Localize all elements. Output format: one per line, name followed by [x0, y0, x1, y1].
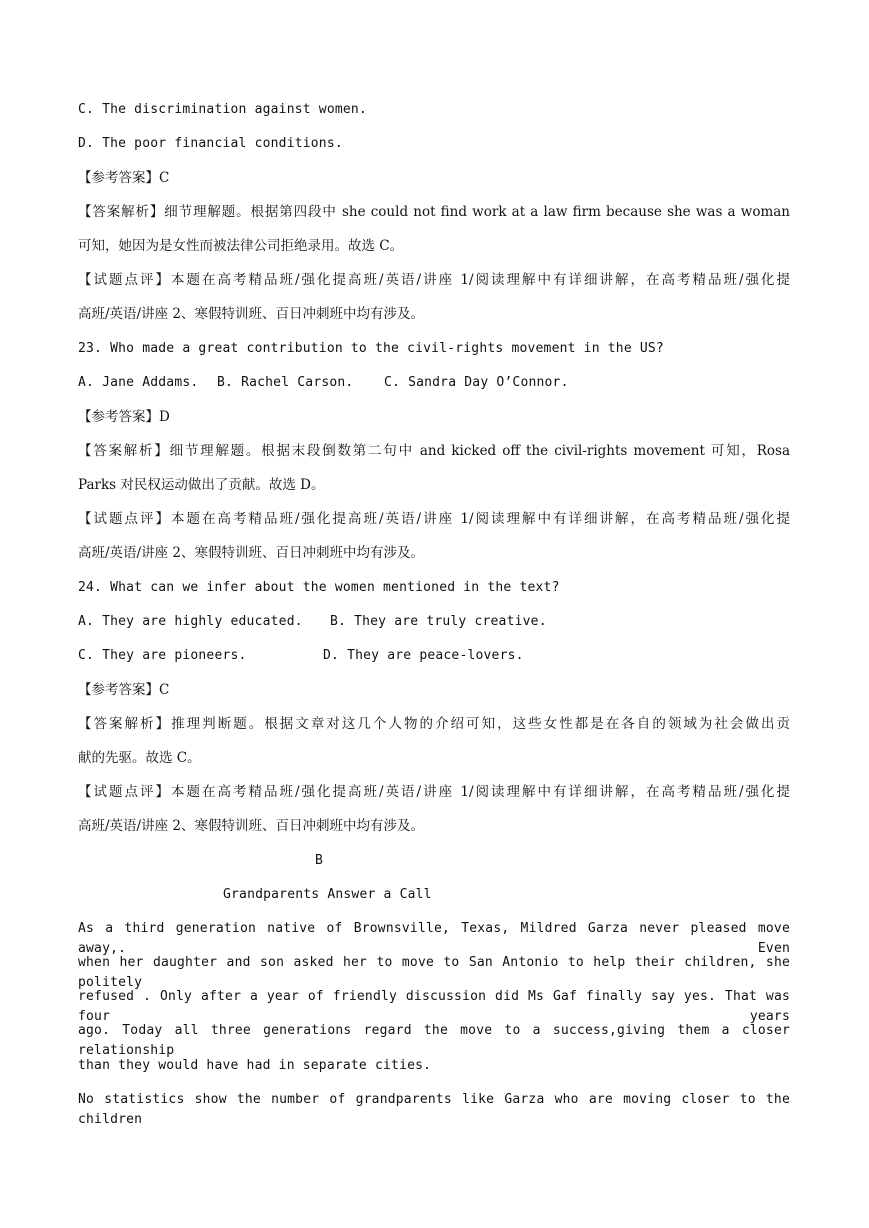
q22-analysis-line1: 【答案解析】细节理解题。根据第四段中 she could not find work at a law firm because she was a woman	[78, 204, 790, 220]
q23-analysis-line1: 【答案解析】细节理解题。根据末段倒数第二句中 and kicked off the civil-rights movement 可知，Rosa	[78, 443, 790, 459]
passage-line: than they would have had in separate cities.	[78, 1058, 432, 1073]
section-label: B	[315, 853, 324, 868]
q23-option-b: B. Rachel Carson.	[217, 375, 354, 390]
q23-answer: 【参考答案】D	[78, 409, 170, 425]
passage-line: No statistics show the number of grandparents like Garza who are moving closer to the children	[78, 1092, 790, 1127]
passage-title: Grandparents Answer a Call	[223, 887, 432, 902]
q22-analysis-line2: 可知，她因为是女性而被法律公司拒绝录用。故选 C。	[78, 238, 404, 254]
q22-comment-line1: 【试题点评】本题在高考精品班/强化提高班/英语/讲座 1/阅读理解中有详细讲解，在高考精品班/强化提	[78, 272, 790, 288]
passage-line: As a third generation native of Brownsville, Texas, Mildred Garza never pleased move away,. Even	[78, 921, 790, 956]
q24-comment-line1: 【试题点评】本题在高考精品班/强化提高班/英语/讲座 1/阅读理解中有详细讲解，在高考精品班/强化提	[78, 784, 790, 800]
q24-option-a: A. They are highly educated.	[78, 614, 303, 629]
q24-comment-line2: 高班/英语/讲座 2、寒假特训班、百日冲刺班中均有涉及。	[78, 818, 424, 834]
passage-line: refused . Only after a year of friendly discussion did Ms Gaf finally say yes. That was four years	[78, 989, 790, 1024]
q24-option-c: C. They are pioneers.	[78, 648, 247, 663]
q22-option-d: D. The poor financial conditions.	[78, 136, 343, 151]
q23-question: 23. Who made a great contribution to the civil-rights movement in the US?	[78, 341, 664, 356]
q24-option-d: D. They are peace-lovers.	[323, 648, 524, 663]
q23-option-a: A. Jane Addams.	[78, 375, 199, 390]
q24-analysis-line2: 献的先驱。故选 C。	[78, 750, 201, 766]
q23-comment-line2: 高班/英语/讲座 2、寒假特训班、百日冲刺班中均有涉及。	[78, 545, 424, 561]
q22-answer: 【参考答案】C	[78, 170, 170, 186]
q22-option-c: C. The discrimination against women.	[78, 102, 367, 117]
q23-option-c: C. Sandra Day O’Connor.	[384, 375, 569, 390]
q22-comment-line2: 高班/英语/讲座 2、寒假特训班、百日冲刺班中均有涉及。	[78, 306, 424, 322]
q24-question: 24. What can we infer about the women mentioned in the text?	[78, 580, 560, 595]
q24-analysis-line1: 【答案解析】推理判断题。根据文章对这几个人物的介绍可知，这些女性都是在各自的领域为社会做出贡	[78, 716, 790, 732]
q23-analysis-line2: Parks 对民权运动做出了贡献。故选 D。	[78, 477, 325, 493]
passage-line: when her daughter and son asked her to move to San Antonio to help their children, she politely	[78, 955, 790, 990]
q24-option-b: B. They are truly creative.	[330, 614, 547, 629]
passage-line: ago. Today all three generations regard the move to a success,giving them a closer relationship	[78, 1023, 790, 1058]
q23-comment-line1: 【试题点评】本题在高考精品班/强化提高班/英语/讲座 1/阅读理解中有详细讲解，在高考精品班/强化提	[78, 511, 790, 527]
q24-answer: 【参考答案】C	[78, 682, 170, 698]
